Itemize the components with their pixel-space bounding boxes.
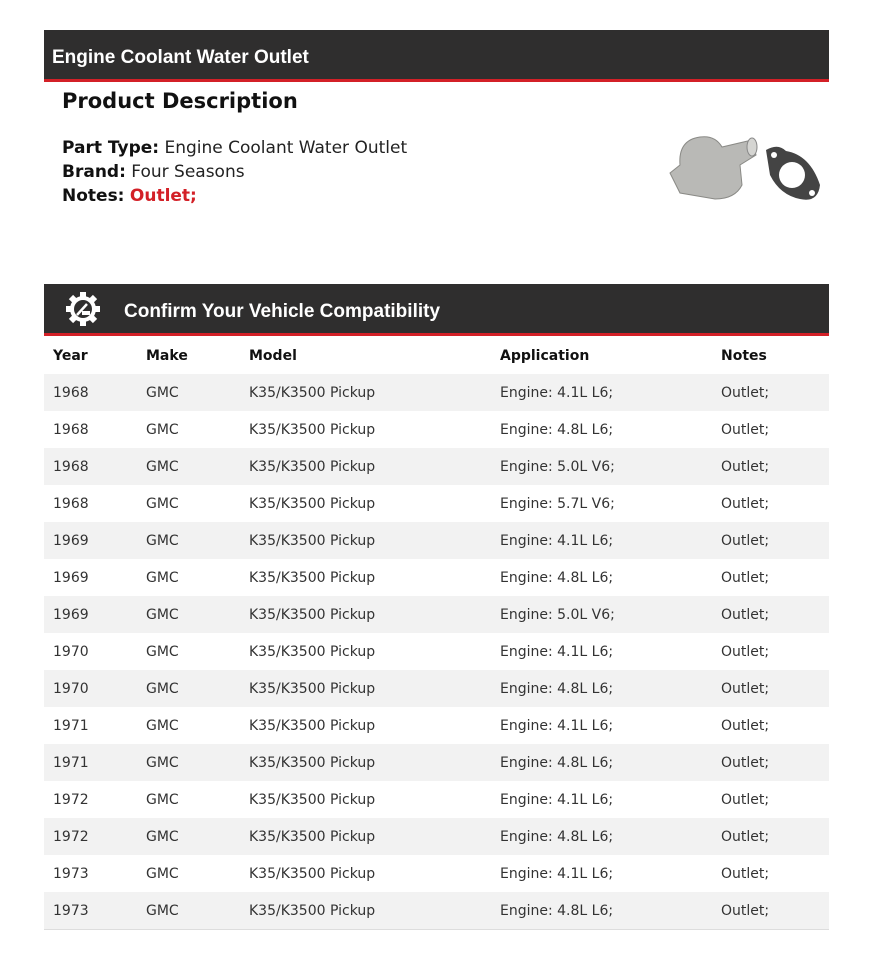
cell-application: Engine: 5.7L V6; — [500, 495, 615, 512]
cell-year: 1968 — [53, 384, 89, 401]
cell-notes: Outlet; — [721, 458, 770, 475]
cell-application: Engine: 5.0L V6; — [500, 606, 615, 623]
cell-notes: Outlet; — [721, 680, 770, 697]
cell-notes: Outlet; — [721, 569, 770, 586]
column-header-notes: Notes — [721, 347, 767, 364]
cell-year: 1969 — [53, 569, 89, 586]
cell-application: Engine: 4.8L L6; — [500, 680, 614, 697]
brand-value: Four Seasons — [131, 162, 245, 182]
cell-make: GMC — [146, 569, 179, 586]
cell-notes: Outlet; — [721, 643, 770, 660]
gear-wrench-car-icon — [65, 291, 101, 327]
cell-notes: Outlet; — [721, 532, 770, 549]
cell-make: GMC — [146, 458, 179, 475]
table-row — [44, 374, 829, 411]
cell-notes: Outlet; — [721, 717, 770, 734]
section-heading: Product Description — [62, 89, 298, 113]
cell-make: GMC — [146, 643, 179, 660]
part-type-value: Engine Coolant Water Outlet — [164, 138, 408, 158]
cell-make: GMC — [146, 421, 179, 438]
table-row — [44, 522, 829, 559]
cell-year: 1968 — [53, 421, 89, 438]
cell-model: K35/K3500 Pickup — [249, 754, 376, 771]
cell-make: GMC — [146, 902, 179, 919]
cell-application: Engine: 4.1L L6; — [500, 643, 614, 660]
table-row — [44, 633, 829, 670]
cell-make: GMC — [146, 754, 179, 771]
cell-year: 1971 — [53, 717, 89, 734]
cell-make: GMC — [146, 717, 179, 734]
cell-year: 1969 — [53, 532, 89, 549]
compatibility-title: Confirm Your Vehicle Compatibility — [124, 301, 441, 322]
table-row — [44, 596, 829, 633]
table-row — [44, 670, 829, 707]
notes-line — [62, 186, 197, 206]
cell-notes: Outlet; — [721, 384, 770, 401]
cell-year: 1968 — [53, 495, 89, 512]
table-row — [44, 411, 829, 448]
cell-application: Engine: 4.1L L6; — [500, 532, 614, 549]
notes-value: Outlet; — [129, 186, 197, 206]
cell-make: GMC — [146, 532, 179, 549]
cell-notes: Outlet; — [721, 791, 770, 808]
cell-make: GMC — [146, 384, 179, 401]
part-type-line — [62, 138, 407, 158]
cell-notes: Outlet; — [721, 754, 770, 771]
table-row — [44, 559, 829, 596]
table-header-row — [44, 337, 829, 374]
cell-model: K35/K3500 Pickup — [249, 606, 376, 623]
table-row — [44, 707, 829, 744]
table-row — [44, 818, 829, 855]
brand-line — [62, 162, 245, 182]
cell-notes: Outlet; — [721, 495, 770, 512]
cell-application: Engine: 4.8L L6; — [500, 421, 614, 438]
cell-application: Engine: 4.1L L6; — [500, 791, 614, 808]
product-title: Engine Coolant Water Outlet — [52, 47, 309, 68]
cell-model: K35/K3500 Pickup — [249, 717, 376, 734]
notes-label: Notes: — [62, 186, 125, 206]
cell-model: K35/K3500 Pickup — [249, 421, 376, 438]
cell-model: K35/K3500 Pickup — [249, 495, 376, 512]
cell-application: Engine: 4.1L L6; — [500, 384, 614, 401]
cell-make: GMC — [146, 680, 179, 697]
cell-notes: Outlet; — [721, 421, 770, 438]
cell-model: K35/K3500 Pickup — [249, 791, 376, 808]
cell-model: K35/K3500 Pickup — [249, 643, 376, 660]
cell-notes: Outlet; — [721, 902, 770, 919]
cell-model: K35/K3500 Pickup — [249, 569, 376, 586]
cell-make: GMC — [146, 865, 179, 882]
cell-year: 1969 — [53, 606, 89, 623]
column-header-year: Year — [53, 347, 88, 364]
cell-make: GMC — [146, 495, 179, 512]
cell-make: GMC — [146, 606, 179, 623]
cell-application: Engine: 4.8L L6; — [500, 828, 614, 845]
part-type-label: Part Type: — [62, 138, 160, 158]
table-row — [44, 892, 829, 930]
table-row — [44, 781, 829, 818]
cell-application: Engine: 4.8L L6; — [500, 569, 614, 586]
column-header-application: Application — [500, 347, 590, 364]
cell-application: Engine: 5.0L V6; — [500, 458, 615, 475]
cell-year: 1973 — [53, 902, 89, 919]
table-row — [44, 855, 829, 892]
brand-label: Brand: — [62, 162, 126, 182]
cell-year: 1972 — [53, 828, 89, 845]
cell-application: Engine: 4.8L L6; — [500, 754, 614, 771]
cell-make: GMC — [146, 791, 179, 808]
cell-application: Engine: 4.1L L6; — [500, 717, 614, 734]
table-row — [44, 485, 829, 522]
product-image — [660, 95, 830, 235]
cell-make: GMC — [146, 828, 179, 845]
compatibility-bar — [44, 284, 829, 336]
cell-year: 1971 — [53, 754, 89, 771]
table-row — [44, 448, 829, 485]
cell-model: K35/K3500 Pickup — [249, 865, 376, 882]
table-row — [44, 744, 829, 781]
cell-model: K35/K3500 Pickup — [249, 828, 376, 845]
column-header-make: Make — [146, 347, 188, 364]
cell-year: 1973 — [53, 865, 89, 882]
cell-application: Engine: 4.8L L6; — [500, 902, 614, 919]
cell-application: Engine: 4.1L L6; — [500, 865, 614, 882]
cell-model: K35/K3500 Pickup — [249, 680, 376, 697]
cell-notes: Outlet; — [721, 606, 770, 623]
cell-year: 1972 — [53, 791, 89, 808]
product-title-bar — [44, 30, 829, 82]
compatibility-table — [44, 337, 829, 930]
cell-year: 1970 — [53, 680, 89, 697]
cell-year: 1970 — [53, 643, 89, 660]
cell-model: K35/K3500 Pickup — [249, 384, 376, 401]
column-header-model: Model — [249, 347, 297, 364]
cell-year: 1968 — [53, 458, 89, 475]
cell-notes: Outlet; — [721, 865, 770, 882]
cell-model: K35/K3500 Pickup — [249, 532, 376, 549]
cell-notes: Outlet; — [721, 828, 770, 845]
cell-model: K35/K3500 Pickup — [249, 902, 376, 919]
cell-model: K35/K3500 Pickup — [249, 458, 376, 475]
